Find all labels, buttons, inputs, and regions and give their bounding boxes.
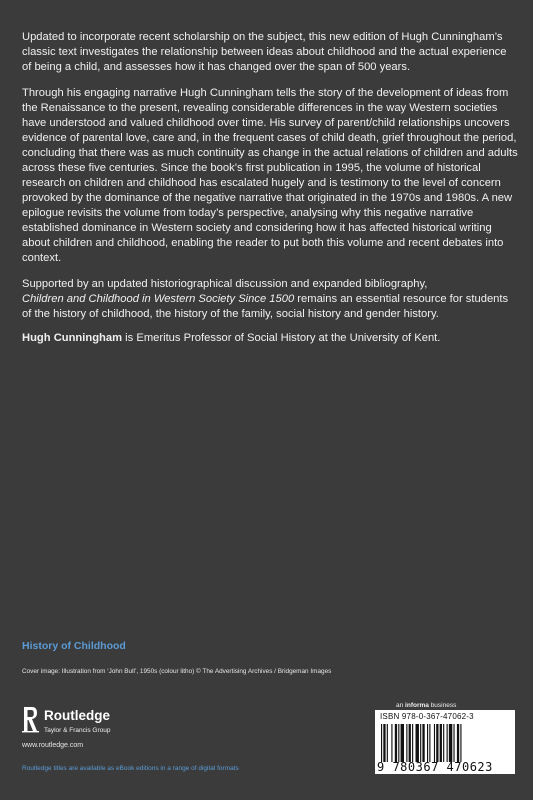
ebook-availability-note: Routledge titles are available as eBook editions in a range of digital formats bbox=[22, 765, 239, 772]
barcode-bar bbox=[429, 724, 430, 762]
blurb-paragraph-3 bbox=[22, 277, 518, 322]
informa-suffix: business bbox=[428, 702, 457, 709]
barcode-bar bbox=[387, 724, 388, 762]
barcode-bar bbox=[391, 724, 392, 762]
barcode-bar bbox=[420, 724, 421, 762]
informa-brand: informa bbox=[405, 702, 429, 709]
series-label: History of Childhood bbox=[22, 640, 126, 652]
blurb-paragraph-3-intro: Supported by an updated historiographical discussion and expanded bibliography, bbox=[22, 278, 428, 290]
barcode-bar bbox=[406, 724, 407, 762]
publisher-name: Routledge bbox=[44, 708, 110, 723]
barcode-bar bbox=[383, 724, 385, 762]
barcode-bar bbox=[443, 724, 444, 762]
routledge-logo bbox=[22, 705, 162, 755]
author-bio-text: is Emeritus Professor of Social History at the University of Kent. bbox=[122, 332, 441, 344]
book-title: Children and Childhood in Western Society Since 1500 bbox=[22, 293, 295, 305]
routledge-r-mark-icon bbox=[22, 705, 40, 733]
blurb-paragraph-2: Through his engaging narrative Hugh Cunningham tells the story of the development of ideas from the Renaissance to the present, revealing considerable differences in the way Western societies have understood and valued childhood over time. His survey of parent/child relationships uncovers evidence of parental love, care and, in the frequent cases of child death, grief throughout the period, concluding that there was as much continuity as change in the actual relations of children and adults across these five centuries. Since the book’s first publication in 1995, the volume of historical research on children and childhood has escalated hugely and is testimony to the level of concern provoked by the dominance of the negative narrative that originated in the 1970s and 1980s. A new epilogue revisits the volume from today’s perspective, analysing why this negative narrative established dominance in Western society and considering how it has affected historical writing about children and childhood, enabling the reader to put both this volume and recent debates into context. bbox=[22, 87, 518, 264]
barcode-bar bbox=[422, 724, 424, 762]
barcode-bar bbox=[447, 724, 448, 762]
barcode-bars bbox=[381, 724, 509, 762]
barcode-bar bbox=[449, 724, 452, 762]
barcode-bar bbox=[457, 724, 459, 762]
author-bio bbox=[22, 331, 518, 346]
back-cover-blurb bbox=[22, 30, 518, 357]
isbn-barcode bbox=[375, 710, 515, 774]
barcode-bar bbox=[401, 724, 404, 762]
isbn-number: ISBN 978-0-367-47062-3 bbox=[380, 712, 474, 721]
informa-prefix: an bbox=[396, 702, 406, 709]
barcode-bar bbox=[395, 724, 397, 762]
barcode-bar bbox=[460, 724, 461, 762]
informa-business-tag bbox=[396, 702, 456, 709]
barcode-bar bbox=[434, 724, 435, 762]
barcode-bar bbox=[398, 724, 399, 762]
barcode-bar bbox=[381, 724, 382, 762]
barcode-bar bbox=[453, 724, 454, 762]
author-name: Hugh Cunningham bbox=[22, 332, 123, 344]
blurb-paragraph-3-rest: remains an essential resource for students of the history of childhood, the history of the family, social history and gender history. bbox=[22, 293, 509, 320]
barcode-bar bbox=[440, 724, 442, 762]
ean-digits: 9 780367 470623 bbox=[377, 760, 493, 774]
barcode-bar bbox=[416, 724, 419, 762]
cover-image-credit: Cover image: Illustration from ‘John Bull’, 1950s (colour litho) © The Advertising Archives / Bridgeman Images bbox=[22, 668, 332, 675]
publisher-url: www.routledge.com bbox=[22, 742, 84, 749]
barcode-bar bbox=[427, 724, 428, 762]
publisher-group: Taylor & Francis Group bbox=[44, 727, 111, 734]
blurb-paragraph-1: Updated to incorporate recent scholarship on the subject, this new edition of Hugh Cunningham’s classic text investigates the relationship between ideas about childhood and the actual experience of being a child, and assesses how it has changed over the span of 500 years. bbox=[22, 31, 507, 73]
barcode-bar bbox=[412, 724, 413, 762]
barcode-bar bbox=[436, 724, 438, 762]
barcode-bar bbox=[409, 724, 411, 762]
